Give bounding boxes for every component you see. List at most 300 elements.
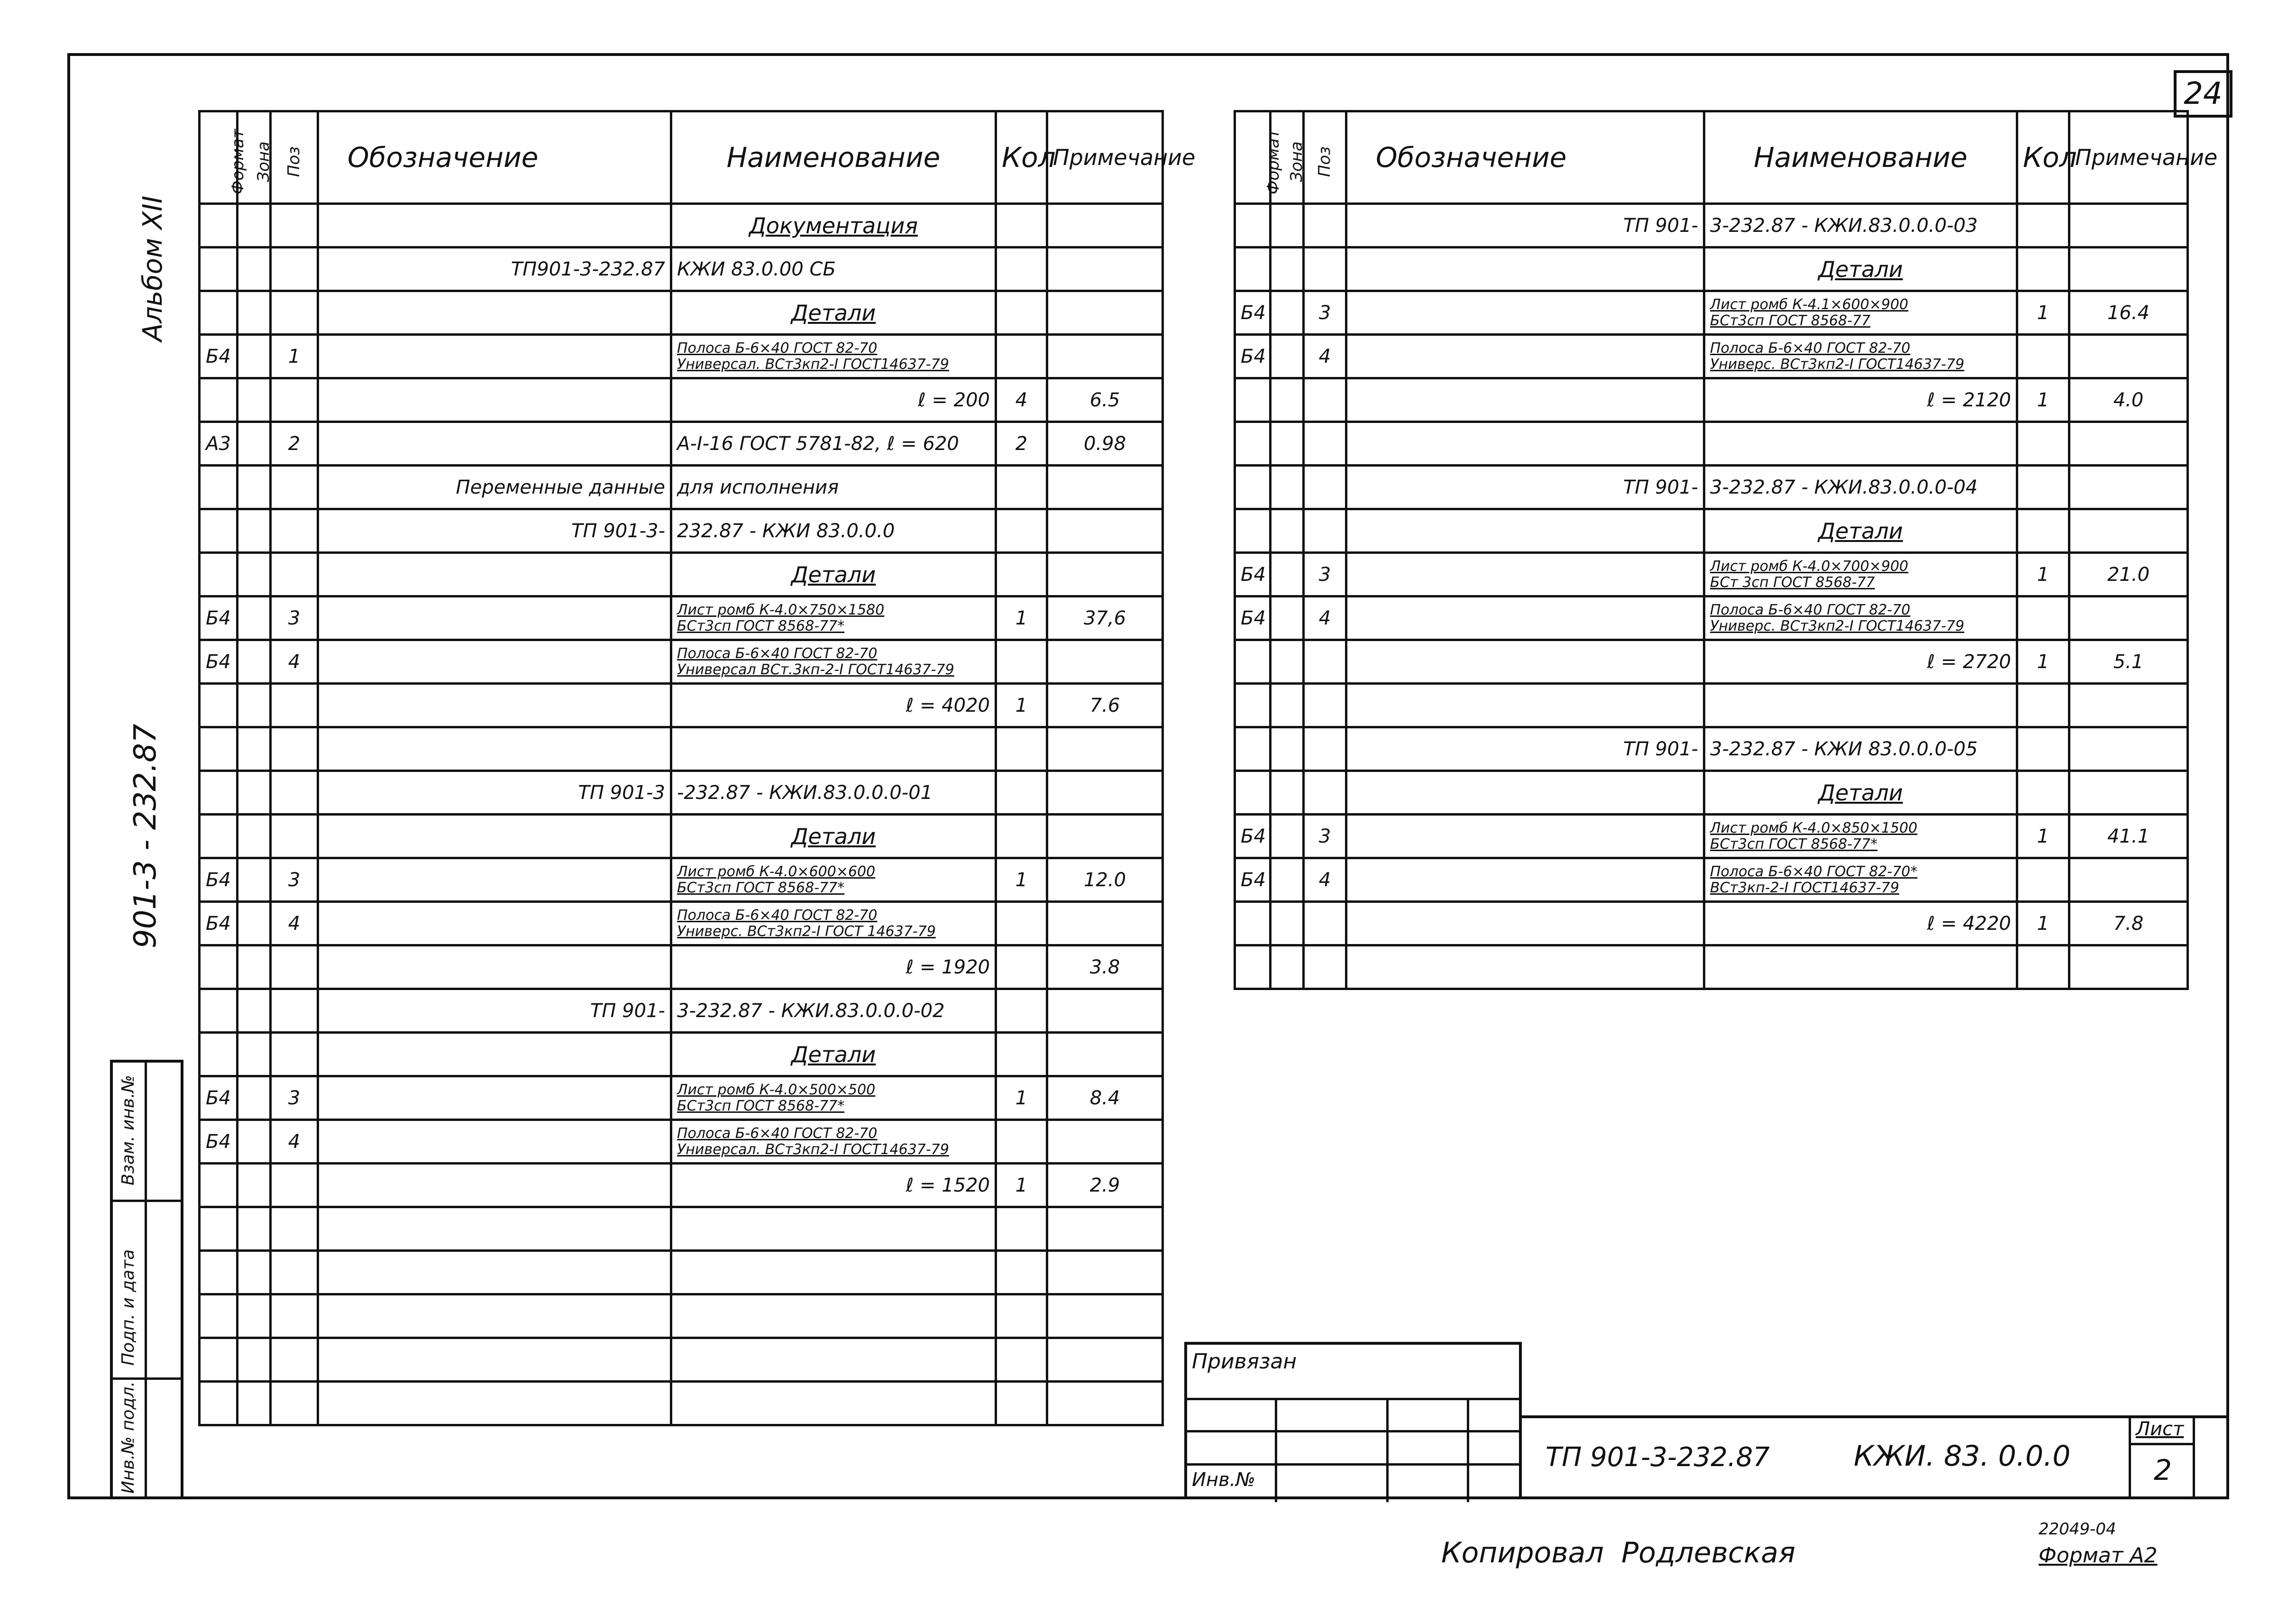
qty-cell (996, 1207, 1047, 1251)
zone-cell (238, 248, 271, 291)
name-cell: Детали (671, 553, 996, 596)
format-cell (1235, 509, 1271, 553)
note-cell: 6.5 (1047, 378, 1163, 422)
format-cell (200, 1338, 238, 1382)
header-designation: Обозначение (1346, 111, 1704, 204)
qty-cell (996, 1338, 1047, 1382)
note-cell (1047, 1251, 1163, 1294)
name-cell: ℓ = 1520 (671, 1164, 996, 1207)
qty-cell (996, 945, 1047, 989)
zone-cell (238, 466, 271, 509)
side-code: 901-3 - 232.87 (128, 724, 163, 948)
zone-cell (1271, 335, 1304, 378)
qty-cell: 1 (996, 684, 1047, 727)
table-header-row (200, 111, 1163, 204)
zone-cell (238, 858, 271, 902)
table-row (1235, 771, 2188, 815)
format-cell: А3 (200, 422, 238, 466)
header-zone: Зона (1271, 111, 1304, 204)
qty-cell (2017, 248, 2069, 291)
name-line-1: Полоса Б-6×40 ГОСТ 82-70 (677, 645, 878, 662)
format-cell (200, 1164, 238, 1207)
pos-cell (1304, 509, 1346, 553)
designation-cell: ТП 901-3- (318, 509, 671, 553)
table-row (1235, 466, 2188, 509)
qty-cell (996, 1251, 1047, 1294)
table-row (200, 378, 1163, 422)
qty-cell (996, 902, 1047, 945)
sheet-label: Лист (2136, 1418, 2184, 1440)
zone-cell (238, 335, 271, 378)
qty-cell (996, 204, 1047, 248)
note-cell (1047, 727, 1163, 771)
inv-label: Инв.№ (1192, 1469, 1255, 1491)
name-cell: ℓ = 2120 (1704, 378, 2017, 422)
note-cell (1047, 640, 1163, 684)
left-strip-divider (145, 1060, 147, 1499)
format-cell: Б4 (200, 902, 238, 945)
table-row (1235, 945, 2188, 989)
table-row (1235, 553, 2188, 596)
format-cell: Б4 (1235, 335, 1271, 378)
binding-stamp (1184, 1342, 1522, 1499)
name-cell (1704, 945, 2017, 989)
note-cell (1047, 509, 1163, 553)
format-cell (1235, 684, 1271, 727)
note-cell (1047, 553, 1163, 596)
name-cell: 3-232.87 - КЖИ 83.0.0.0-05 (1704, 727, 2017, 771)
qty-cell (2017, 596, 2069, 640)
name-cell: ℓ = 4220 (1704, 902, 2017, 945)
qty-cell (996, 466, 1047, 509)
table-row (200, 815, 1163, 858)
header-zone: Зона (238, 111, 271, 204)
pos-cell: 1 (271, 335, 318, 378)
name-cell: 232.87 - КЖИ 83.0.0.0 (671, 509, 996, 553)
qty-cell: 1 (996, 596, 1047, 640)
zone-cell (1271, 684, 1304, 727)
name-line-1: Полоса Б-6×40 ГОСТ 82-70 (677, 907, 878, 924)
format-cell (200, 727, 238, 771)
note-cell: 5.1 (2069, 640, 2188, 684)
format-cell: Б4 (200, 858, 238, 902)
format-cell (200, 509, 238, 553)
zone-cell (238, 684, 271, 727)
zone-cell (238, 1120, 271, 1164)
name-cell (671, 1338, 996, 1382)
name-line-2: Универс. ВСт3кп2-I ГОСТ14637-79 (1710, 356, 1965, 373)
note-cell (2069, 335, 2188, 378)
qty-cell (2017, 466, 2069, 509)
name-cell (1704, 291, 2017, 335)
name-line-1: Лист ромб К-4.0×750×1580 (677, 601, 885, 618)
designation-cell (1346, 553, 1704, 596)
header-name: Наименование (671, 111, 996, 204)
qty-cell (2017, 509, 2069, 553)
designation-cell (318, 640, 671, 684)
table-row (200, 902, 1163, 945)
note-cell (1047, 989, 1163, 1033)
zone-cell (238, 204, 271, 248)
left-strip-hline (110, 1200, 183, 1202)
name-line-1: Полоса Б-6×40 ГОСТ 82-70 (677, 339, 878, 357)
qty-cell (996, 509, 1047, 553)
note-cell (2069, 596, 2188, 640)
table-row (1235, 858, 2188, 902)
format-cell (200, 248, 238, 291)
spec-body-right (1235, 204, 2188, 989)
pos-cell (271, 204, 318, 248)
header-qty: Кол (2017, 111, 2069, 204)
note-cell: 21.0 (2069, 553, 2188, 596)
table-row (1235, 248, 2188, 291)
name-cell: для исполнения (671, 466, 996, 509)
name-cell (671, 1294, 996, 1338)
table-row (200, 1164, 1163, 1207)
pos-cell (1304, 422, 1346, 466)
table-row (200, 204, 1163, 248)
name-cell (671, 1076, 996, 1120)
table-row (200, 989, 1163, 1033)
name-line-2: Универсал ВСт.3кп-2-I ГОСТ14637-79 (677, 661, 954, 678)
note-cell: 3.8 (1047, 945, 1163, 989)
format-cell (1235, 466, 1271, 509)
zone-cell (238, 1207, 271, 1251)
designation-cell (318, 291, 671, 335)
zone-cell (238, 291, 271, 335)
zone-cell (1271, 422, 1304, 466)
zone-cell (1271, 858, 1304, 902)
zone-cell (1271, 248, 1304, 291)
doc-mark: КЖИ. 83. 0.0.0 (1854, 1440, 2071, 1473)
zone-cell (1271, 553, 1304, 596)
header-designation: Обозначение (318, 111, 671, 204)
name-line-2: Универсал. ВСт3кп2-I ГОСТ14637-79 (677, 356, 949, 373)
format-cell: Б4 (1235, 815, 1271, 858)
qty-cell: 1 (2017, 815, 2069, 858)
zone-cell (238, 815, 271, 858)
qty-cell (996, 989, 1047, 1033)
qty-cell (996, 291, 1047, 335)
zone-cell (1271, 727, 1304, 771)
table-row (1235, 378, 2188, 422)
designation-cell (318, 1033, 671, 1076)
table-row (200, 466, 1163, 509)
name-line-1: Полоса Б-6×40 ГОСТ 82-70 (677, 1125, 878, 1142)
name-cell (671, 1120, 996, 1164)
table-row (200, 640, 1163, 684)
header-pos: Поз (271, 111, 318, 204)
zone-cell (238, 596, 271, 640)
zone-cell (1271, 596, 1304, 640)
qty-cell: 1 (996, 1076, 1047, 1120)
table-row (1235, 291, 2188, 335)
name-cell: ℓ = 200 (671, 378, 996, 422)
note-cell (1047, 291, 1163, 335)
name-cell: ℓ = 2720 (1704, 640, 2017, 684)
zone-cell (238, 378, 271, 422)
table-row (1235, 204, 2188, 248)
format-cell (200, 1382, 238, 1425)
format-cell: Б4 (1235, 596, 1271, 640)
zone-cell (238, 553, 271, 596)
designation-cell (1346, 640, 1704, 684)
name-cell (1704, 596, 2017, 640)
table-header-row (1235, 111, 2188, 204)
paper-format: Формат А2 (2039, 1543, 2158, 1568)
format-cell (200, 815, 238, 858)
pos-cell (1304, 248, 1346, 291)
table-row (1235, 684, 2188, 727)
table-row (200, 335, 1163, 378)
zone-cell (1271, 945, 1304, 989)
format-cell: Б4 (1235, 858, 1271, 902)
name-cell: А-I-16 ГОСТ 5781-82, ℓ = 620 (671, 422, 996, 466)
format-cell (200, 771, 238, 815)
order-number: 22049-04 (2039, 1520, 2116, 1539)
sheet-value: 2 (2154, 1454, 2172, 1487)
pos-cell (271, 553, 318, 596)
name-cell (671, 858, 996, 902)
zone-cell (238, 509, 271, 553)
name-line-2: Универс. ВСт3кп2-I ГОСТ 14637-79 (677, 923, 936, 940)
name-line-1: Полоса Б-6×40 ГОСТ 82-70 (1710, 339, 1911, 357)
zone-cell (238, 902, 271, 945)
name-line-2: БСт 3сп ГОСТ 8568-77 (1710, 574, 1875, 591)
table-row (200, 945, 1163, 989)
qty-cell (996, 1120, 1047, 1164)
note-cell: 37,6 (1047, 596, 1163, 640)
designation-cell (318, 1076, 671, 1120)
spec-body-left (200, 204, 1163, 1425)
zone-cell (1271, 204, 1304, 248)
qty-cell (996, 815, 1047, 858)
designation-cell (318, 727, 671, 771)
note-cell (2069, 771, 2188, 815)
designation-cell: Переменные данные (318, 466, 671, 509)
designation-cell (1346, 771, 1704, 815)
format-cell (200, 291, 238, 335)
note-cell: 4.0 (2069, 378, 2188, 422)
qty-cell (996, 727, 1047, 771)
qty-cell (996, 640, 1047, 684)
designation-cell (318, 815, 671, 858)
note-cell (2069, 248, 2188, 291)
qty-cell: 1 (996, 858, 1047, 902)
note-cell (2069, 509, 2188, 553)
format-cell: Б4 (200, 1120, 238, 1164)
format-cell (200, 945, 238, 989)
note-cell (1047, 1294, 1163, 1338)
note-cell (1047, 1033, 1163, 1076)
designation-cell (318, 1338, 671, 1382)
doc-code: ТП 901-3-232.87 (1546, 1442, 1770, 1473)
qty-cell (996, 335, 1047, 378)
designation-cell (318, 858, 671, 902)
strip-label-sign: Подп. и дата (119, 1249, 138, 1366)
name-cell: -232.87 - КЖИ.83.0.0.0-01 (671, 771, 996, 815)
name-cell: КЖИ 83.0.00 СБ (671, 248, 996, 291)
table-row (200, 727, 1163, 771)
note-cell (2069, 684, 2188, 727)
note-cell (2069, 422, 2188, 466)
name-cell: Детали (1704, 509, 2017, 553)
zone-cell (238, 1338, 271, 1382)
zone-cell (1271, 378, 1304, 422)
format-cell (200, 378, 238, 422)
name-cell: Детали (671, 291, 996, 335)
qty-cell (996, 1382, 1047, 1425)
format-cell (1235, 727, 1271, 771)
table-row (1235, 509, 2188, 553)
designation-cell (318, 945, 671, 989)
format-cell (200, 1294, 238, 1338)
designation-cell (1346, 858, 1704, 902)
table-row (1235, 335, 2188, 378)
table-row (200, 509, 1163, 553)
qty-cell (2017, 771, 2069, 815)
pos-cell: 4 (271, 640, 318, 684)
designation-cell: ТП 901- (318, 989, 671, 1033)
designation-cell: ТП901-3-232.87 (318, 248, 671, 291)
table-row (200, 858, 1163, 902)
pos-cell (1304, 945, 1346, 989)
qty-cell (2017, 684, 2069, 727)
pos-cell: 4 (1304, 335, 1346, 378)
zone-cell (238, 1251, 271, 1294)
note-cell: 7.8 (2069, 902, 2188, 945)
designation-cell: ТП 901- (1346, 727, 1704, 771)
qty-cell: 1 (996, 1164, 1047, 1207)
name-cell (671, 640, 996, 684)
strip-label-inv: Инв.№ подл. (119, 1381, 138, 1494)
name-line-1: Лист ромб К-4.0×700×900 (1710, 558, 1909, 575)
designation-cell (1346, 684, 1704, 727)
pos-cell (271, 1207, 318, 1251)
qty-cell: 1 (2017, 640, 2069, 684)
table-row (200, 422, 1163, 466)
pos-cell: 3 (271, 858, 318, 902)
designation-cell (318, 1251, 671, 1294)
name-cell (671, 902, 996, 945)
spec-table-right (1234, 110, 2218, 990)
pos-cell: 4 (271, 1120, 318, 1164)
note-cell: 7.6 (1047, 684, 1163, 727)
header-pos: Поз (1304, 111, 1346, 204)
format-cell (1235, 204, 1271, 248)
table-row (200, 1251, 1163, 1294)
table-row (200, 248, 1163, 291)
pos-cell (271, 378, 318, 422)
format-cell (200, 989, 238, 1033)
pos-cell (271, 1164, 318, 1207)
pos-cell (271, 815, 318, 858)
stamp-line (1187, 1398, 1519, 1400)
table-row (200, 1382, 1163, 1425)
header-format: Формат (1235, 111, 1271, 204)
pos-cell (1304, 727, 1346, 771)
zone-cell (238, 945, 271, 989)
pos-cell: 4 (1304, 858, 1346, 902)
stamp-vline (1275, 1398, 1277, 1502)
format-cell (200, 684, 238, 727)
format-cell (1235, 248, 1271, 291)
pos-cell: 3 (271, 596, 318, 640)
zone-cell (238, 989, 271, 1033)
qty-cell: 2 (996, 422, 1047, 466)
pos-cell (1304, 771, 1346, 815)
pos-cell (271, 1338, 318, 1382)
note-cell: 2.9 (1047, 1164, 1163, 1207)
designation-cell (1346, 596, 1704, 640)
designation-cell (318, 902, 671, 945)
pos-cell (271, 248, 318, 291)
name-line-1: Лист ромб К-4.1×600×900 (1710, 296, 1909, 313)
designation-cell (318, 1207, 671, 1251)
table-row (200, 596, 1163, 640)
designation-cell (318, 1382, 671, 1425)
zone-cell (1271, 509, 1304, 553)
format-cell (1235, 640, 1271, 684)
name-line-2: БСт3сп ГОСТ 8568-77* (677, 617, 845, 634)
designation-cell (1346, 945, 1704, 989)
zone-cell (238, 771, 271, 815)
format-cell (1235, 378, 1271, 422)
zone-cell (238, 1294, 271, 1338)
qty-cell (2017, 335, 2069, 378)
name-cell: Детали (671, 1033, 996, 1076)
note-cell (1047, 771, 1163, 815)
sheet-box (2129, 1418, 2195, 1499)
note-cell (1047, 1120, 1163, 1164)
name-cell (1704, 815, 2017, 858)
note-cell (1047, 1382, 1163, 1425)
copier-name: Родлевская (1621, 1536, 1796, 1569)
designation-cell (318, 684, 671, 727)
stamp-vline (1467, 1398, 1469, 1502)
designation-cell: ТП 901-3 (318, 771, 671, 815)
pos-cell: 2 (271, 422, 318, 466)
name-line-2: ВСт3кп-2-I ГОСТ14637-79 (1710, 879, 1899, 896)
zone-cell (238, 1076, 271, 1120)
sheet-label-line (2131, 1443, 2193, 1445)
strip-label-replace: Взам. инв.№ (119, 1075, 138, 1185)
table-row (1235, 815, 2188, 858)
name-line-1: Полоса Б-6×40 ГОСТ 82-70 (1710, 601, 1911, 618)
table-row (1235, 422, 2188, 466)
designation-cell: ТП 901- (1346, 204, 1704, 248)
designation-cell (1346, 815, 1704, 858)
format-cell (200, 1207, 238, 1251)
name-cell (671, 727, 996, 771)
designation-cell (1346, 509, 1704, 553)
name-line-2: Универсал. ВСт3кп2-I ГОСТ14637-79 (677, 1141, 949, 1158)
pos-cell: 4 (1304, 596, 1346, 640)
note-cell (2069, 945, 2188, 989)
left-strip-hline (110, 1377, 183, 1380)
format-cell (200, 204, 238, 248)
note-cell (1047, 466, 1163, 509)
title-block-main (1519, 1415, 2229, 1499)
note-cell (2069, 466, 2188, 509)
designation-cell (1346, 335, 1704, 378)
name-line-1: Полоса Б-6×40 ГОСТ 82-70* (1710, 863, 1918, 880)
table-row (1235, 640, 2188, 684)
pos-cell (1304, 902, 1346, 945)
qty-cell: 4 (996, 378, 1047, 422)
pos-cell (271, 1033, 318, 1076)
zone-cell (1271, 815, 1304, 858)
